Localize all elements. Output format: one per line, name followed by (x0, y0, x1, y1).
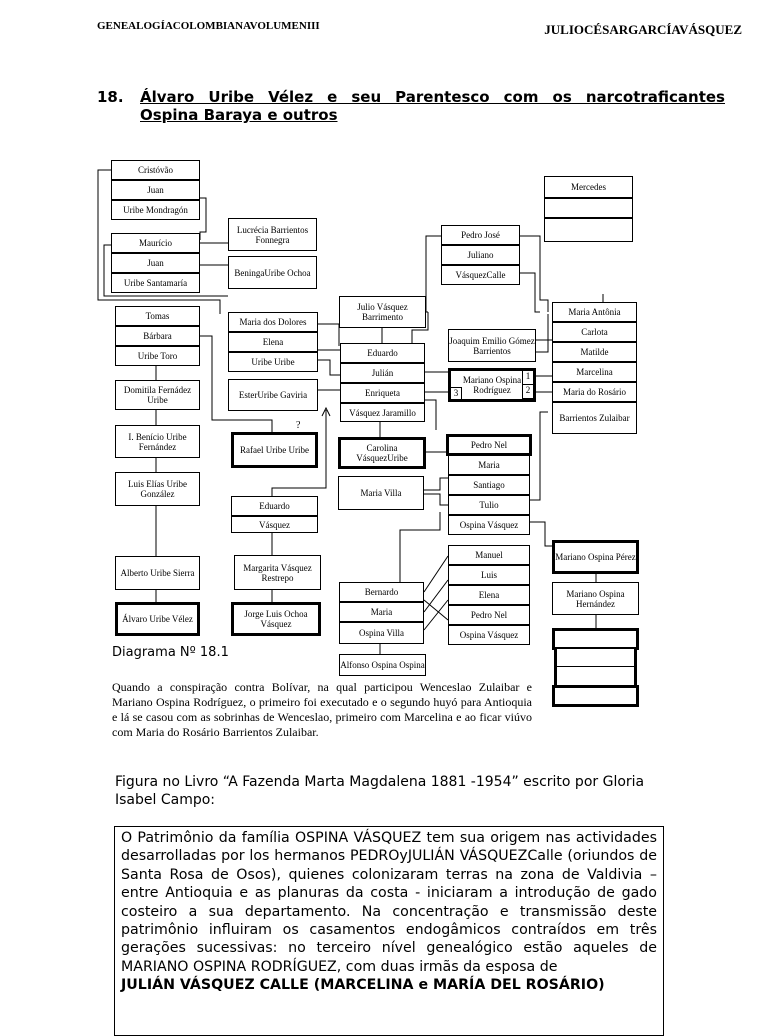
person-juan-2: Juan (111, 253, 200, 273)
person-santiago: Santiago (448, 475, 530, 495)
person-tulio: Tulio (448, 495, 530, 515)
person-cristovao: Cristóvão (111, 160, 200, 180)
person-matilde: Matilde (552, 342, 637, 362)
mariano-rodriguez-name: Mariano Ospina Rodríguez (462, 375, 522, 395)
person-juliano: Juliano (441, 245, 520, 265)
person-ospina-vasquez-2: Ospina Vásquez (448, 625, 530, 645)
person-bernardo: Bernardo (339, 582, 424, 602)
person-julio: Julio Vásquez Barrimento (339, 296, 426, 328)
person-carolina: Carolina VásquezUribe (338, 437, 426, 469)
person-enriqueta: Enriqueta (340, 383, 425, 403)
history-paragraph: Quando a conspiração contra Bolívar, na qual participou Wenceslao Zulaibar e Mariano Ospina Rodríguez, o primeiro foi executado e o segundo huyó para Antioquia e lá se casou com as sobrinhas de Wenceslao, primeiro com Marcelina e ao ficar viúvo com Maria do Rosário Barrientos Zulaibar. (112, 680, 532, 739)
section-title-line2: Ospina Baraya e outros (140, 106, 338, 124)
person-maria-pn: Maria (448, 455, 530, 475)
person-jorge-luis: Jorge Luis Ochoa Vásquez (231, 602, 321, 636)
person-elena: Elena (228, 332, 318, 352)
quote-text: O Patrimônio da família OSPINA VÁSQUEZ tem sua origem nas actividades desarrolladas por los hermanos PEDROyJULIÁN VÁSQUEZCalle (oriundos de Santa Rosa de Osos), quienes colonizaram terras na zona de Valdivia –entre Antioquia e as planuras da costa - iniciaram a introdução de gado costeiro a sua departamento. Na concentração e transmissão deste patrimônio influiram os casamentos endogâmicos contraídos em três gerações sucessivas: no terceiro nível genealógico estão aqueles de MARIANO OSPINA RODRÍGUEZ, com duas irmãs da esposa de (121, 830, 657, 975)
mariano-num-1: 1 (522, 371, 533, 385)
person-luis: Luis (448, 565, 530, 585)
person-luis-elias: Luis Elías Uribe González (115, 472, 200, 506)
section-number: 18. (97, 88, 124, 106)
person-julian: Julián (340, 363, 425, 383)
header-right: JULIOCÉSARGARCÍAVÁSQUEZ (544, 22, 742, 37)
person-pedro-nel-2: Pedro Nel (448, 605, 530, 625)
empty-box-descendants-2 (554, 648, 637, 668)
mariano-num-2: 2 (522, 385, 533, 399)
person-mariano-perez: Mariano Ospina Pérez (552, 540, 639, 574)
person-tomas: Tomas (115, 306, 200, 326)
person-manuel: Manuel (448, 545, 530, 565)
person-carlota: Carlota (552, 322, 637, 342)
person-ospina-villa: Ospina Villa (339, 622, 424, 644)
person-maria-dolores: Maria dos Dolores (228, 312, 318, 332)
person-alberto: Alberto Uribe Sierra (115, 556, 200, 590)
person-mauricio: Maurício (111, 233, 200, 253)
person-vasquezcalle: VásquezCalle (441, 265, 520, 285)
person-beninga: BeningaUribe Ochoa (228, 256, 317, 289)
person-maria-rosario: Maria do Rosário (552, 382, 637, 402)
person-barrientos-zulaibar: Barrientos Zulaibar (552, 402, 637, 434)
empty-box-descendants-1 (552, 628, 639, 650)
person-elena-2: Elena (448, 585, 530, 605)
person-joaquim: Joaquim Emilio Gómez Barrientos (448, 329, 536, 362)
person-alvaro: Álvaro Uribe Vélez (115, 602, 200, 636)
person-domitila: Domitila Fernádez Uribe (115, 380, 200, 410)
person-alfonso: Alfonso Ospina Ospina (339, 654, 426, 676)
person-vasquez-jaramillo: Vásquez Jaramillo (340, 403, 425, 422)
person-eduardo-v: Eduardo (231, 496, 318, 516)
empty-box-mercedes-2 (544, 218, 633, 242)
person-mercedes: Mercedes (544, 176, 633, 198)
person-lucrecia: Lucrécia Barrientos Fonnegra (228, 218, 317, 251)
figure-reference: Figura no Livro “A Fazenda Marta Magdalena 1881 -1954” escrito por Gloria Isabel Campo: (115, 774, 645, 808)
person-uribe-toro: Uribe Toro (115, 346, 200, 366)
person-mariano-hernandez: Mariano Ospina Hernández (552, 582, 639, 615)
question-mark: ? (296, 420, 301, 431)
person-vasquez: Vásquez (231, 516, 318, 533)
person-eduardo: Eduardo (340, 343, 425, 363)
person-ester: EsterUribe Gaviria (228, 379, 318, 411)
diagram-caption: Diagrama Nº 18.1 (112, 645, 229, 660)
person-maria-b: Maria (339, 602, 424, 622)
person-rafael: Rafael Uribe Uribe (231, 432, 318, 468)
person-maria-antonia: Maria Antônia (552, 302, 637, 322)
header-left: GENEALOGÍACOLOMBIANAVOLUMENIII (97, 20, 320, 32)
empty-box-descendants-4 (552, 685, 639, 707)
person-uribe-mondragon: Uribe Mondragón (111, 200, 200, 220)
person-pedro-jose: Pedro José (441, 225, 520, 245)
section-title-line1: Álvaro Uribe Vélez e seu Parentesco com os narcotraficantes (140, 88, 725, 106)
person-maria-villa: Maria Villa (338, 476, 424, 510)
mariano-num-3: 3 (451, 387, 462, 401)
person-benicio: I. Benício Uribe Fernández (115, 425, 200, 458)
empty-box-mercedes-1 (544, 198, 633, 218)
person-uribe-uribe: Uribe Uribe (228, 352, 318, 372)
quote-box (114, 826, 664, 1036)
person-ospina-vasquez-1: Ospina Vásquez (448, 515, 530, 535)
person-pedro-nel: Pedro Nel (446, 434, 532, 456)
empty-box-descendants-3 (554, 666, 637, 686)
quote-bold: JULIÁN VÁSQUEZ CALLE (MARCELINA e MARÍA DEL ROSÁRIO) (121, 977, 605, 994)
person-juan: Juan (111, 180, 200, 200)
person-barbara: Bárbara (115, 326, 200, 346)
person-marcelina: Marcelina (552, 362, 637, 382)
person-margarita: Margarita Vásquez Restrepo (234, 555, 321, 590)
person-uribe-santamaria: Uribe Santamaría (111, 273, 200, 293)
person-mariano-rodriguez (448, 368, 536, 402)
